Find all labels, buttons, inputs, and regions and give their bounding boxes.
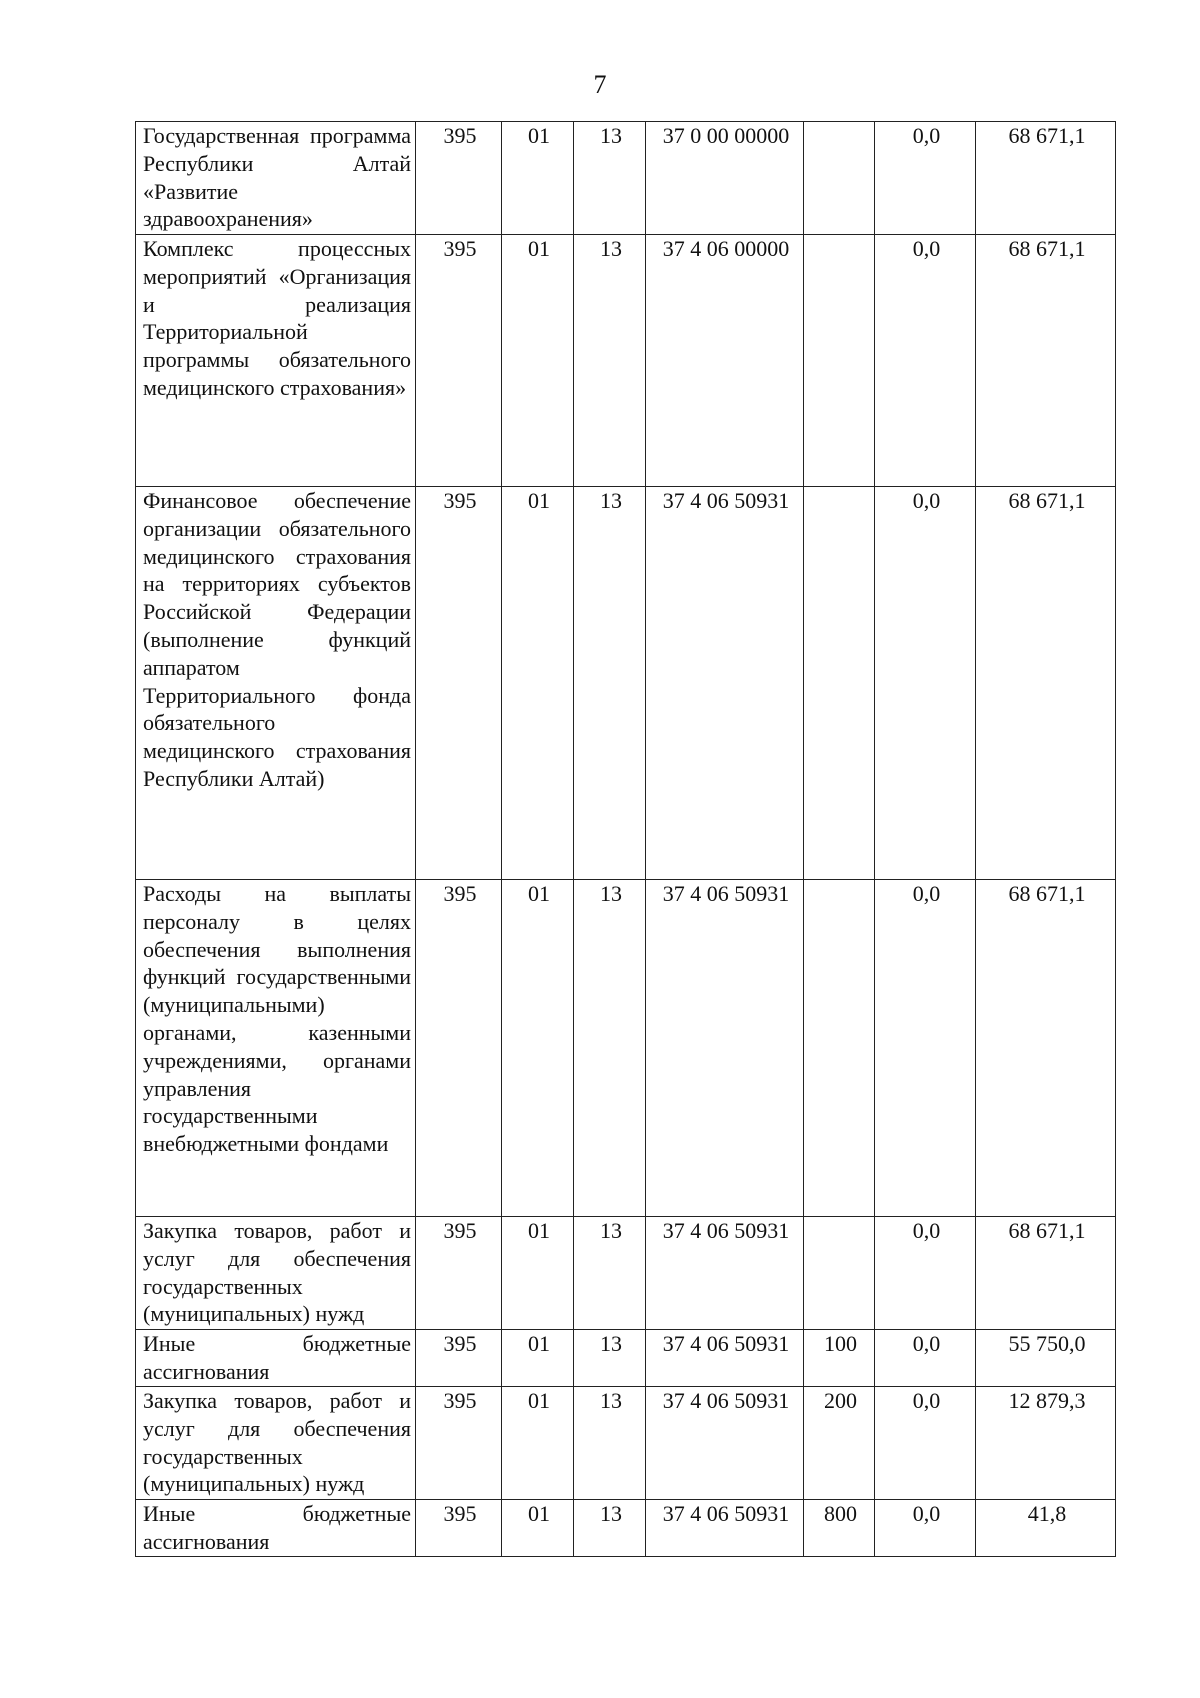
admin-code: 395 — [416, 1217, 502, 1330]
subsection-code: 13 — [574, 487, 646, 880]
subsection-code: 13 — [574, 1330, 646, 1387]
expense-type-code — [804, 122, 875, 235]
row-name: Расходы на выплаты персоналу в целях обеспечения выполнения функций государственными (муниципальными) органами, казенными учреждениями, органами управления государственными внебюджетными фондами — [136, 880, 416, 1217]
table-row — [136, 122, 1116, 235]
target-item-code: 37 0 00 00000 — [646, 122, 804, 235]
amount-2: 55 750,0 — [976, 1330, 1116, 1387]
amount-2: 68 671,1 — [976, 122, 1116, 235]
row-name: Иные бюджетные ассигнования — [136, 1330, 416, 1387]
table-row — [136, 880, 1116, 1217]
amount-1: 0,0 — [875, 487, 976, 880]
section-code: 01 — [502, 122, 574, 235]
amount-1: 0,0 — [875, 1330, 976, 1387]
target-item-code: 37 4 06 50931 — [646, 1387, 804, 1500]
table-row — [136, 487, 1116, 880]
amount-2: 68 671,1 — [976, 1217, 1116, 1330]
amount-2: 41,8 — [976, 1500, 1116, 1557]
admin-code: 395 — [416, 487, 502, 880]
row-name: Комплекс процессных мероприятий «Организация и реализация Территориальной программы обязательного медицинского страхования» — [136, 235, 416, 487]
subsection-code: 13 — [574, 122, 646, 235]
expense-type-code — [804, 1217, 875, 1330]
admin-code: 395 — [416, 1387, 502, 1500]
subsection-code: 13 — [574, 880, 646, 1217]
expense-type-code — [804, 235, 875, 487]
target-item-code: 37 4 06 50931 — [646, 1500, 804, 1557]
amount-1: 0,0 — [875, 235, 976, 487]
subsection-code: 13 — [574, 1217, 646, 1330]
page-number: 7 — [593, 70, 607, 99]
subsection-code: 13 — [574, 1500, 646, 1557]
expense-type-code: 100 — [804, 1330, 875, 1387]
section-code: 01 — [502, 235, 574, 487]
expense-type-code: 800 — [804, 1500, 875, 1557]
target-item-code: 37 4 06 00000 — [646, 235, 804, 487]
section-code: 01 — [502, 880, 574, 1217]
table-row — [136, 1217, 1116, 1330]
amount-1: 0,0 — [875, 1217, 976, 1330]
section-code: 01 — [502, 1500, 574, 1557]
section-code: 01 — [502, 487, 574, 880]
subsection-code: 13 — [574, 1387, 646, 1500]
target-item-code: 37 4 06 50931 — [646, 880, 804, 1217]
amount-1: 0,0 — [875, 1387, 976, 1500]
budget-table — [135, 121, 1116, 1557]
row-name: Финансовое обеспечение организации обязательного медицинского страхования на территориях субъектов Российской Федерации (выполнение функций аппаратом Территориального фонда обязательного медицинского страхования Республики Алтай) — [136, 487, 416, 880]
amount-2: 68 671,1 — [976, 235, 1116, 487]
row-name: Закупка товаров, работ и услуг для обеспечения государственных (муниципальных) нужд — [136, 1217, 416, 1330]
expense-type-code — [804, 487, 875, 880]
target-item-code: 37 4 06 50931 — [646, 1330, 804, 1387]
section-code: 01 — [502, 1330, 574, 1387]
admin-code: 395 — [416, 880, 502, 1217]
subsection-code: 13 — [574, 235, 646, 487]
expense-type-code: 200 — [804, 1387, 875, 1500]
admin-code: 395 — [416, 122, 502, 235]
amount-2: 68 671,1 — [976, 487, 1116, 880]
table-row — [136, 1500, 1116, 1557]
admin-code: 395 — [416, 1330, 502, 1387]
section-code: 01 — [502, 1217, 574, 1330]
target-item-code: 37 4 06 50931 — [646, 487, 804, 880]
section-code: 01 — [502, 1387, 574, 1500]
amount-2: 68 671,1 — [976, 880, 1116, 1217]
amount-1: 0,0 — [875, 122, 976, 235]
expense-type-code — [804, 880, 875, 1217]
amount-1: 0,0 — [875, 1500, 976, 1557]
amount-1: 0,0 — [875, 880, 976, 1217]
target-item-code: 37 4 06 50931 — [646, 1217, 804, 1330]
amount-2: 12 879,3 — [976, 1387, 1116, 1500]
table-row — [136, 235, 1116, 487]
table-row — [136, 1387, 1116, 1500]
row-name: Государственная программа Республики Алтай «Развитие здравоохранения» — [136, 122, 416, 235]
row-name: Закупка товаров, работ и услуг для обеспечения государственных (муниципальных) нужд — [136, 1387, 416, 1500]
table-row — [136, 1330, 1116, 1387]
row-name: Иные бюджетные ассигнования — [136, 1500, 416, 1557]
admin-code: 395 — [416, 235, 502, 487]
admin-code: 395 — [416, 1500, 502, 1557]
